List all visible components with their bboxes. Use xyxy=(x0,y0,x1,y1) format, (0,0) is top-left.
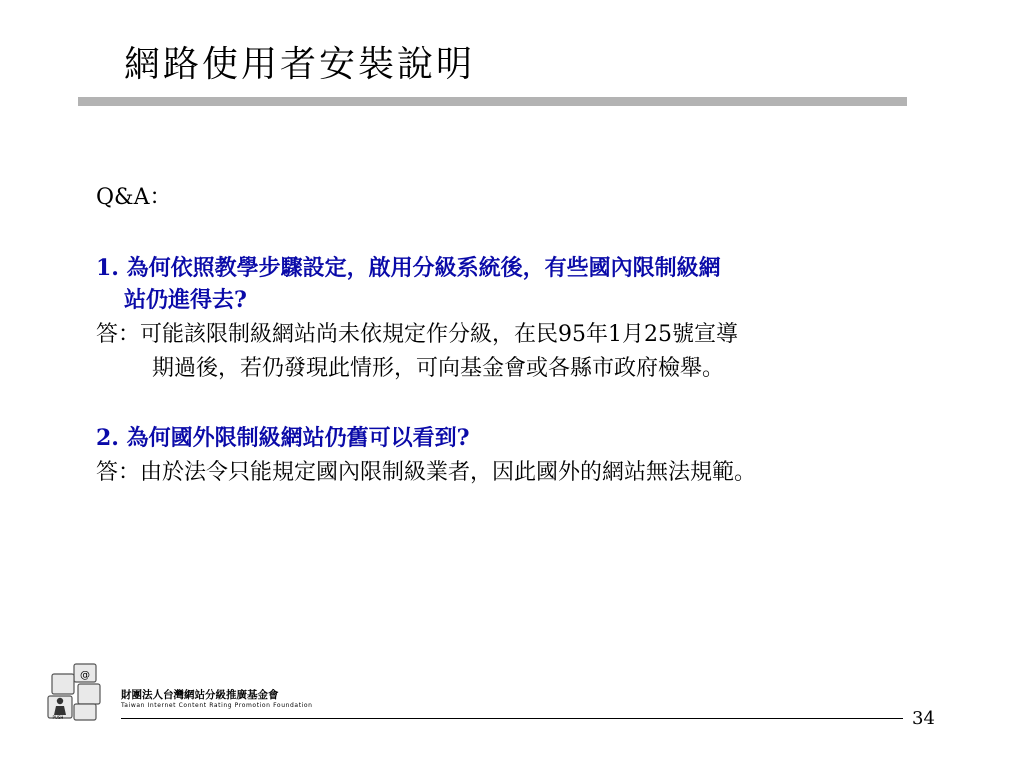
organization-name-chinese: 財團法人台灣網站分級推廣基金會 xyxy=(121,689,279,701)
logo-key-push-label: PUSH xyxy=(52,715,64,720)
footer-rule xyxy=(121,718,903,719)
answer-2-line-1: 答：由於法令只能規定國內限制級業者，因此國外的網站無法規範。 xyxy=(96,460,757,485)
keyboard-keys-logo-icon xyxy=(44,662,112,722)
logo-key-at-label: @ xyxy=(80,670,90,681)
question-1-line-2: 站仍進得去? xyxy=(124,287,247,313)
question-2-line-1: 2. 為何國外限制級網站仍舊可以看到? xyxy=(96,425,470,451)
question-1-line-1: 1. 為何依照教學步驟設定，啟用分級系統後，有些國內限制級網 xyxy=(96,255,721,281)
organization-name-english: Taiwan Internet Content Rating Promotion Foundation xyxy=(121,702,313,709)
page-number: 34 xyxy=(912,708,935,729)
qa-heading: Q&A： xyxy=(96,185,172,210)
answer-1-line-2: 期過後，若仍發現此情形，可向基金會或各縣市政府檢舉。 xyxy=(152,356,725,381)
title-rule xyxy=(78,97,907,106)
page-title: 網路使用者安裝說明 xyxy=(124,44,476,85)
foundation-logo xyxy=(44,662,112,722)
answer-1-line-1: 答：可能該限制級網站尚未依規定作分級，在民95年1月25號宣導 xyxy=(96,322,738,347)
